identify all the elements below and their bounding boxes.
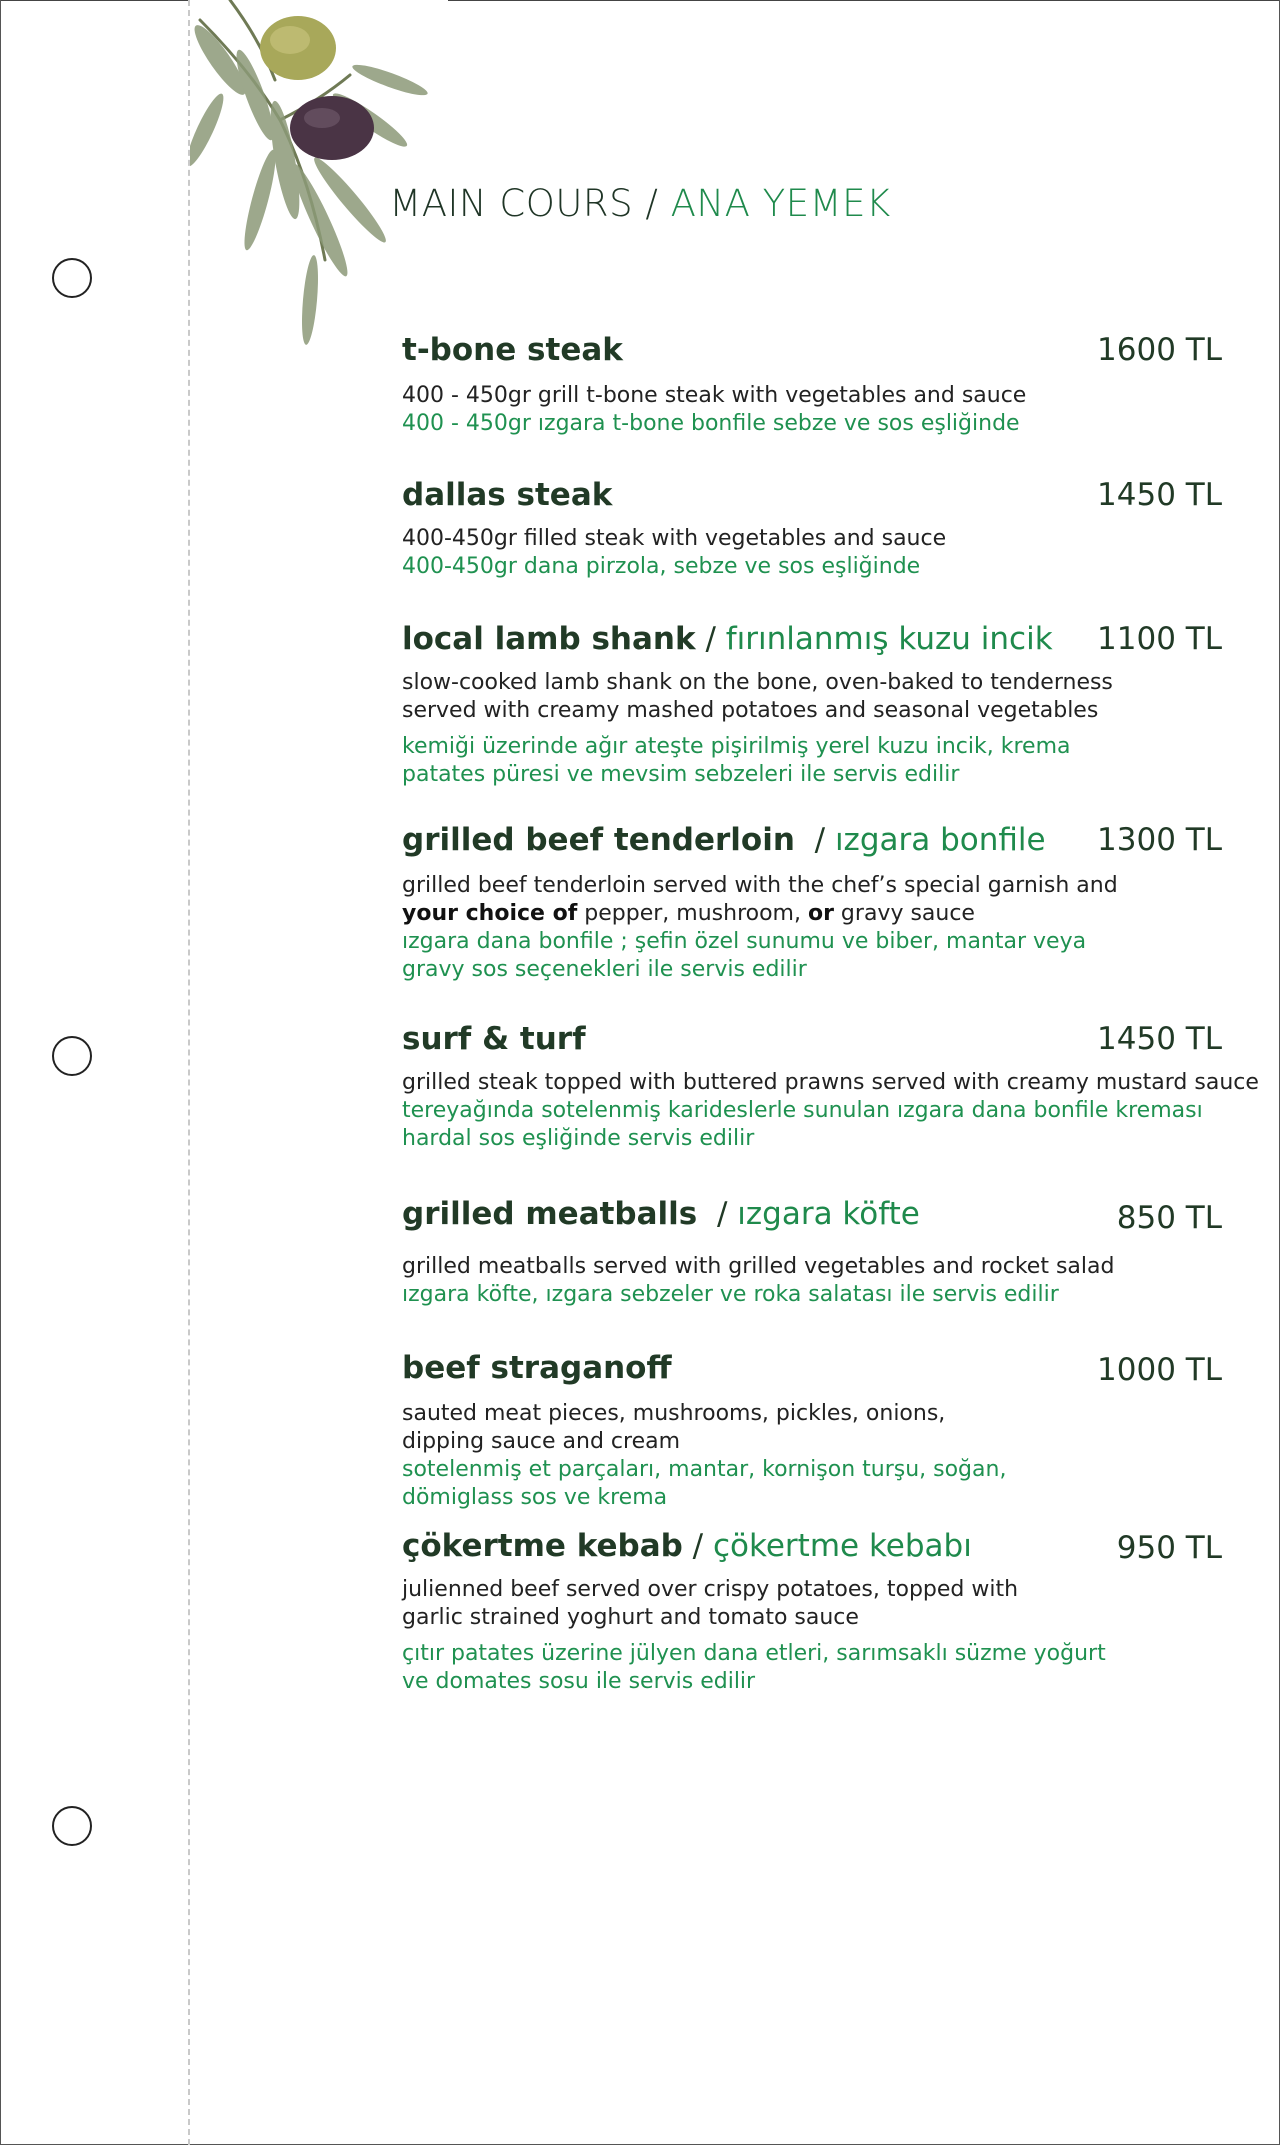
dish-name-tr: ızgara bonfile (834, 822, 1046, 858)
dish-description-en: sauted meat pieces, mushrooms, pickles, onions, (402, 1401, 946, 1426)
dish-description-en: your choice of pepper, mushroom, or gravy sauce (402, 901, 975, 926)
frame-left-border (0, 0, 1, 2145)
dish-description-en: dipping sauce and cream (402, 1429, 681, 1454)
dish-description-tr: ızgara dana bonfile ; şefin özel sunumu ve biber, mantar veya (402, 929, 1087, 954)
dish-description-en: grilled meatballs served with grilled vegetables and rocket salad (402, 1254, 1115, 1279)
menu-item-local-lamb-shank (402, 617, 1222, 789)
dish-description-en: julienned beef served over crispy potatoes, topped with (402, 1577, 1019, 1602)
binder-hole-icon (52, 1806, 92, 1846)
menu-item-dallas-steak (402, 473, 1222, 581)
dish-description-tr: ve domates sosu ile servis edilir (402, 1669, 756, 1694)
menu-item-cokertme-kebab (402, 1524, 1222, 1696)
dish-name: beef straganoff (402, 1350, 672, 1386)
dish-name: dallas steak (402, 477, 613, 513)
dish-description-tr: 400 - 450gr ızgara t-bone bonfile sebze ve sos eşliğinde (402, 411, 1020, 436)
dish-description-tr: ızgara köfte, ızgara sebzeler ve roka salatası ile servis edilir (402, 1282, 1059, 1307)
dish-description-tr: hardal sos eşliğinde servis edilir (402, 1126, 755, 1151)
dish-description-tr: kemiği üzerinde ağır ateşte pişirilmiş yerel kuzu incik, krema (402, 734, 1071, 759)
dish-name: grilled meatballs / ızgara köfte (402, 1196, 920, 1232)
dish-description-en: garlic strained yoghurt and tomato sauce (402, 1605, 859, 1630)
dish-name: çökertme kebab / çökertme kebabı (402, 1528, 972, 1564)
dish-name: t-bone steak (402, 332, 623, 368)
binder-hole-icon (52, 1036, 92, 1076)
dish-price: 1100 TL (1097, 621, 1222, 657)
menu-item-beef-straganoff (402, 1346, 1222, 1512)
dish-description-tr: patates püresi ve mevsim sebzeleri ile servis edilir (402, 762, 960, 787)
dish-price: 1600 TL (1097, 332, 1222, 368)
dish-description-en: grilled steak topped with buttered prawns served with creamy mustard sauce (402, 1070, 1259, 1095)
menu-item-grilled-beef-tenderloin (402, 818, 1222, 984)
dish-price: 1000 TL (1097, 1352, 1222, 1388)
dish-name-tr: fırınlanmış kuzu incik (725, 621, 1053, 657)
dish-description-en: grilled beef tenderloin served with the chef’s special garnish and (402, 873, 1118, 898)
dish-name: local lamb shank / fırınlanmış kuzu incik (402, 621, 1053, 657)
dish-price: 1300 TL (1097, 822, 1222, 858)
menu-item-grilled-meatballs (402, 1192, 1222, 1309)
menu-item-t-bone-steak (402, 328, 1222, 438)
dish-name-tr: çökertme kebabı (712, 1528, 972, 1564)
dish-description-tr: tereyağında sotelenmiş karideslerle sunulan ızgara dana bonfile kreması (402, 1098, 1203, 1123)
menu-item-surf-turf (402, 1017, 1259, 1153)
dish-price: 850 TL (1116, 1200, 1222, 1236)
dish-description-tr: gravy sos seçenekleri ile servis edilir (402, 957, 807, 982)
dish-description-en: 400-450gr filled steak with vegetables and sauce (402, 526, 947, 551)
dish-name: surf & turf (402, 1021, 586, 1057)
dish-description-en: slow-cooked lamb shank on the bone, oven-baked to tenderness (402, 670, 1113, 695)
dish-price: 950 TL (1116, 1530, 1222, 1566)
page-title: MAIN COURS / ANA YEMEK (389, 182, 891, 225)
dish-description-tr: çıtır patates üzerine jülyen dana etleri, sarımsaklı süzme yoğurt (402, 1641, 1106, 1666)
dish-price: 1450 TL (1097, 477, 1222, 513)
dish-name-tr: ızgara köfte (737, 1196, 920, 1232)
dish-name: grilled beef tenderloin / ızgara bonfile (402, 822, 1046, 858)
dish-description-en: 400 - 450gr grill t-bone steak with vegetables and sauce (402, 383, 1027, 408)
dish-description-tr: sotelenmiş et parçaları, mantar, kornişon turşu, soğan, (402, 1457, 1007, 1482)
dish-price: 1450 TL (1097, 1021, 1222, 1057)
binder-hole-icon (52, 258, 92, 298)
dish-description-en: served with creamy mashed potatoes and seasonal vegetables (402, 698, 1099, 723)
dish-description-tr: 400-450gr dana pirzola, sebze ve sos eşliğinde (402, 554, 921, 579)
dish-description-tr: dömiglass sos ve krema (402, 1485, 668, 1510)
